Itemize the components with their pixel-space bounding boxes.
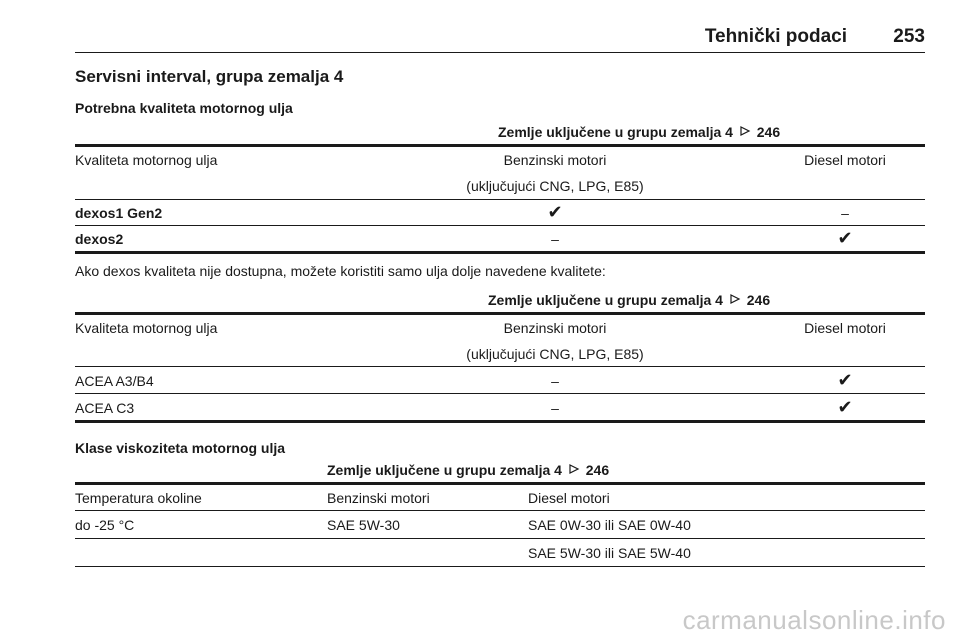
reference-arrow-icon — [568, 462, 580, 478]
reference-arrow-icon — [739, 124, 751, 140]
table-rule — [75, 393, 925, 394]
dash: – — [551, 400, 559, 416]
row-petrol: SAE 5W-30 — [327, 517, 400, 533]
reference-arrow-icon — [729, 292, 741, 308]
col-header-diesel: Diesel motori — [804, 152, 886, 168]
page-reference: 246 — [585, 462, 610, 478]
table-rule — [75, 144, 925, 147]
section-title: Servisni interval, grupa zemalja 4 — [75, 67, 344, 86]
table-rule — [75, 510, 925, 511]
row-name: ACEA A3/B4 — [75, 373, 154, 389]
oil-quality-heading: Potrebna kvaliteta motornog ulja — [75, 100, 293, 116]
page-reference: 246 — [746, 292, 771, 308]
table-rule — [75, 225, 925, 226]
table-rule — [75, 199, 925, 200]
check-icon: ✔ — [837, 370, 853, 390]
col-header-petrol: Benzinski motori — [503, 320, 607, 336]
col-header-temperature: Temperatura okoline — [75, 490, 202, 506]
col-header-diesel: Diesel motori — [804, 320, 886, 336]
oil-alt-scope: Zemlje uključene u grupu zemalja 4 246 — [488, 292, 771, 308]
table-rule — [75, 312, 925, 315]
chapter-title: Tehnički podaci — [704, 26, 847, 47]
dash: – — [841, 205, 849, 221]
col-header-petrol-note: (uključujući CNG, LPG, E85) — [466, 346, 644, 362]
check-icon: ✔ — [547, 202, 563, 222]
note-text: Ako dexos kvaliteta nije dostupna, možete koristiti samo ulja dolje navedene kvalitete: — [75, 263, 606, 279]
viscosity-scope: Zemlje uključene u grupu zemalja 4 246 — [327, 462, 610, 478]
row-diesel: SAE 5W-30 ili SAE 5W-40 — [528, 545, 691, 561]
table-rule — [75, 420, 925, 423]
row-name: dexos1 Gen2 — [75, 205, 163, 221]
col-header-quality: Kvaliteta motornog ulja — [75, 152, 218, 168]
watermark: carmanualsonline.info — [682, 605, 946, 635]
table-rule — [75, 482, 925, 485]
page-reference: 246 — [756, 124, 781, 140]
row-temperature: do -25 °C — [75, 517, 135, 533]
table-rule — [75, 366, 925, 367]
table-rule — [75, 566, 925, 567]
row-name: dexos2 — [75, 231, 124, 247]
col-header-petrol-note: (uključujući CNG, LPG, E85) — [466, 178, 644, 194]
table-rule — [75, 538, 925, 539]
col-header-petrol: Benzinski motori — [503, 152, 607, 168]
check-icon: ✔ — [837, 228, 853, 248]
table-rule — [75, 251, 925, 254]
oil-quality-scope: Zemlje uključene u grupu zemalja 4 246 — [498, 124, 781, 140]
row-name: ACEA C3 — [75, 400, 135, 416]
row-diesel: SAE 0W-30 ili SAE 0W-40 — [528, 517, 691, 533]
check-icon: ✔ — [837, 397, 853, 417]
page-header — [75, 26, 925, 53]
dash: – — [551, 373, 559, 389]
dash: – — [551, 231, 559, 247]
col-header-petrol: Benzinski motori — [327, 490, 430, 506]
col-header-diesel: Diesel motori — [528, 490, 610, 506]
page-number: 253 — [893, 26, 925, 47]
col-header-quality: Kvaliteta motornog ulja — [75, 320, 218, 336]
viscosity-heading: Klase viskoziteta motornog ulja — [75, 440, 286, 456]
